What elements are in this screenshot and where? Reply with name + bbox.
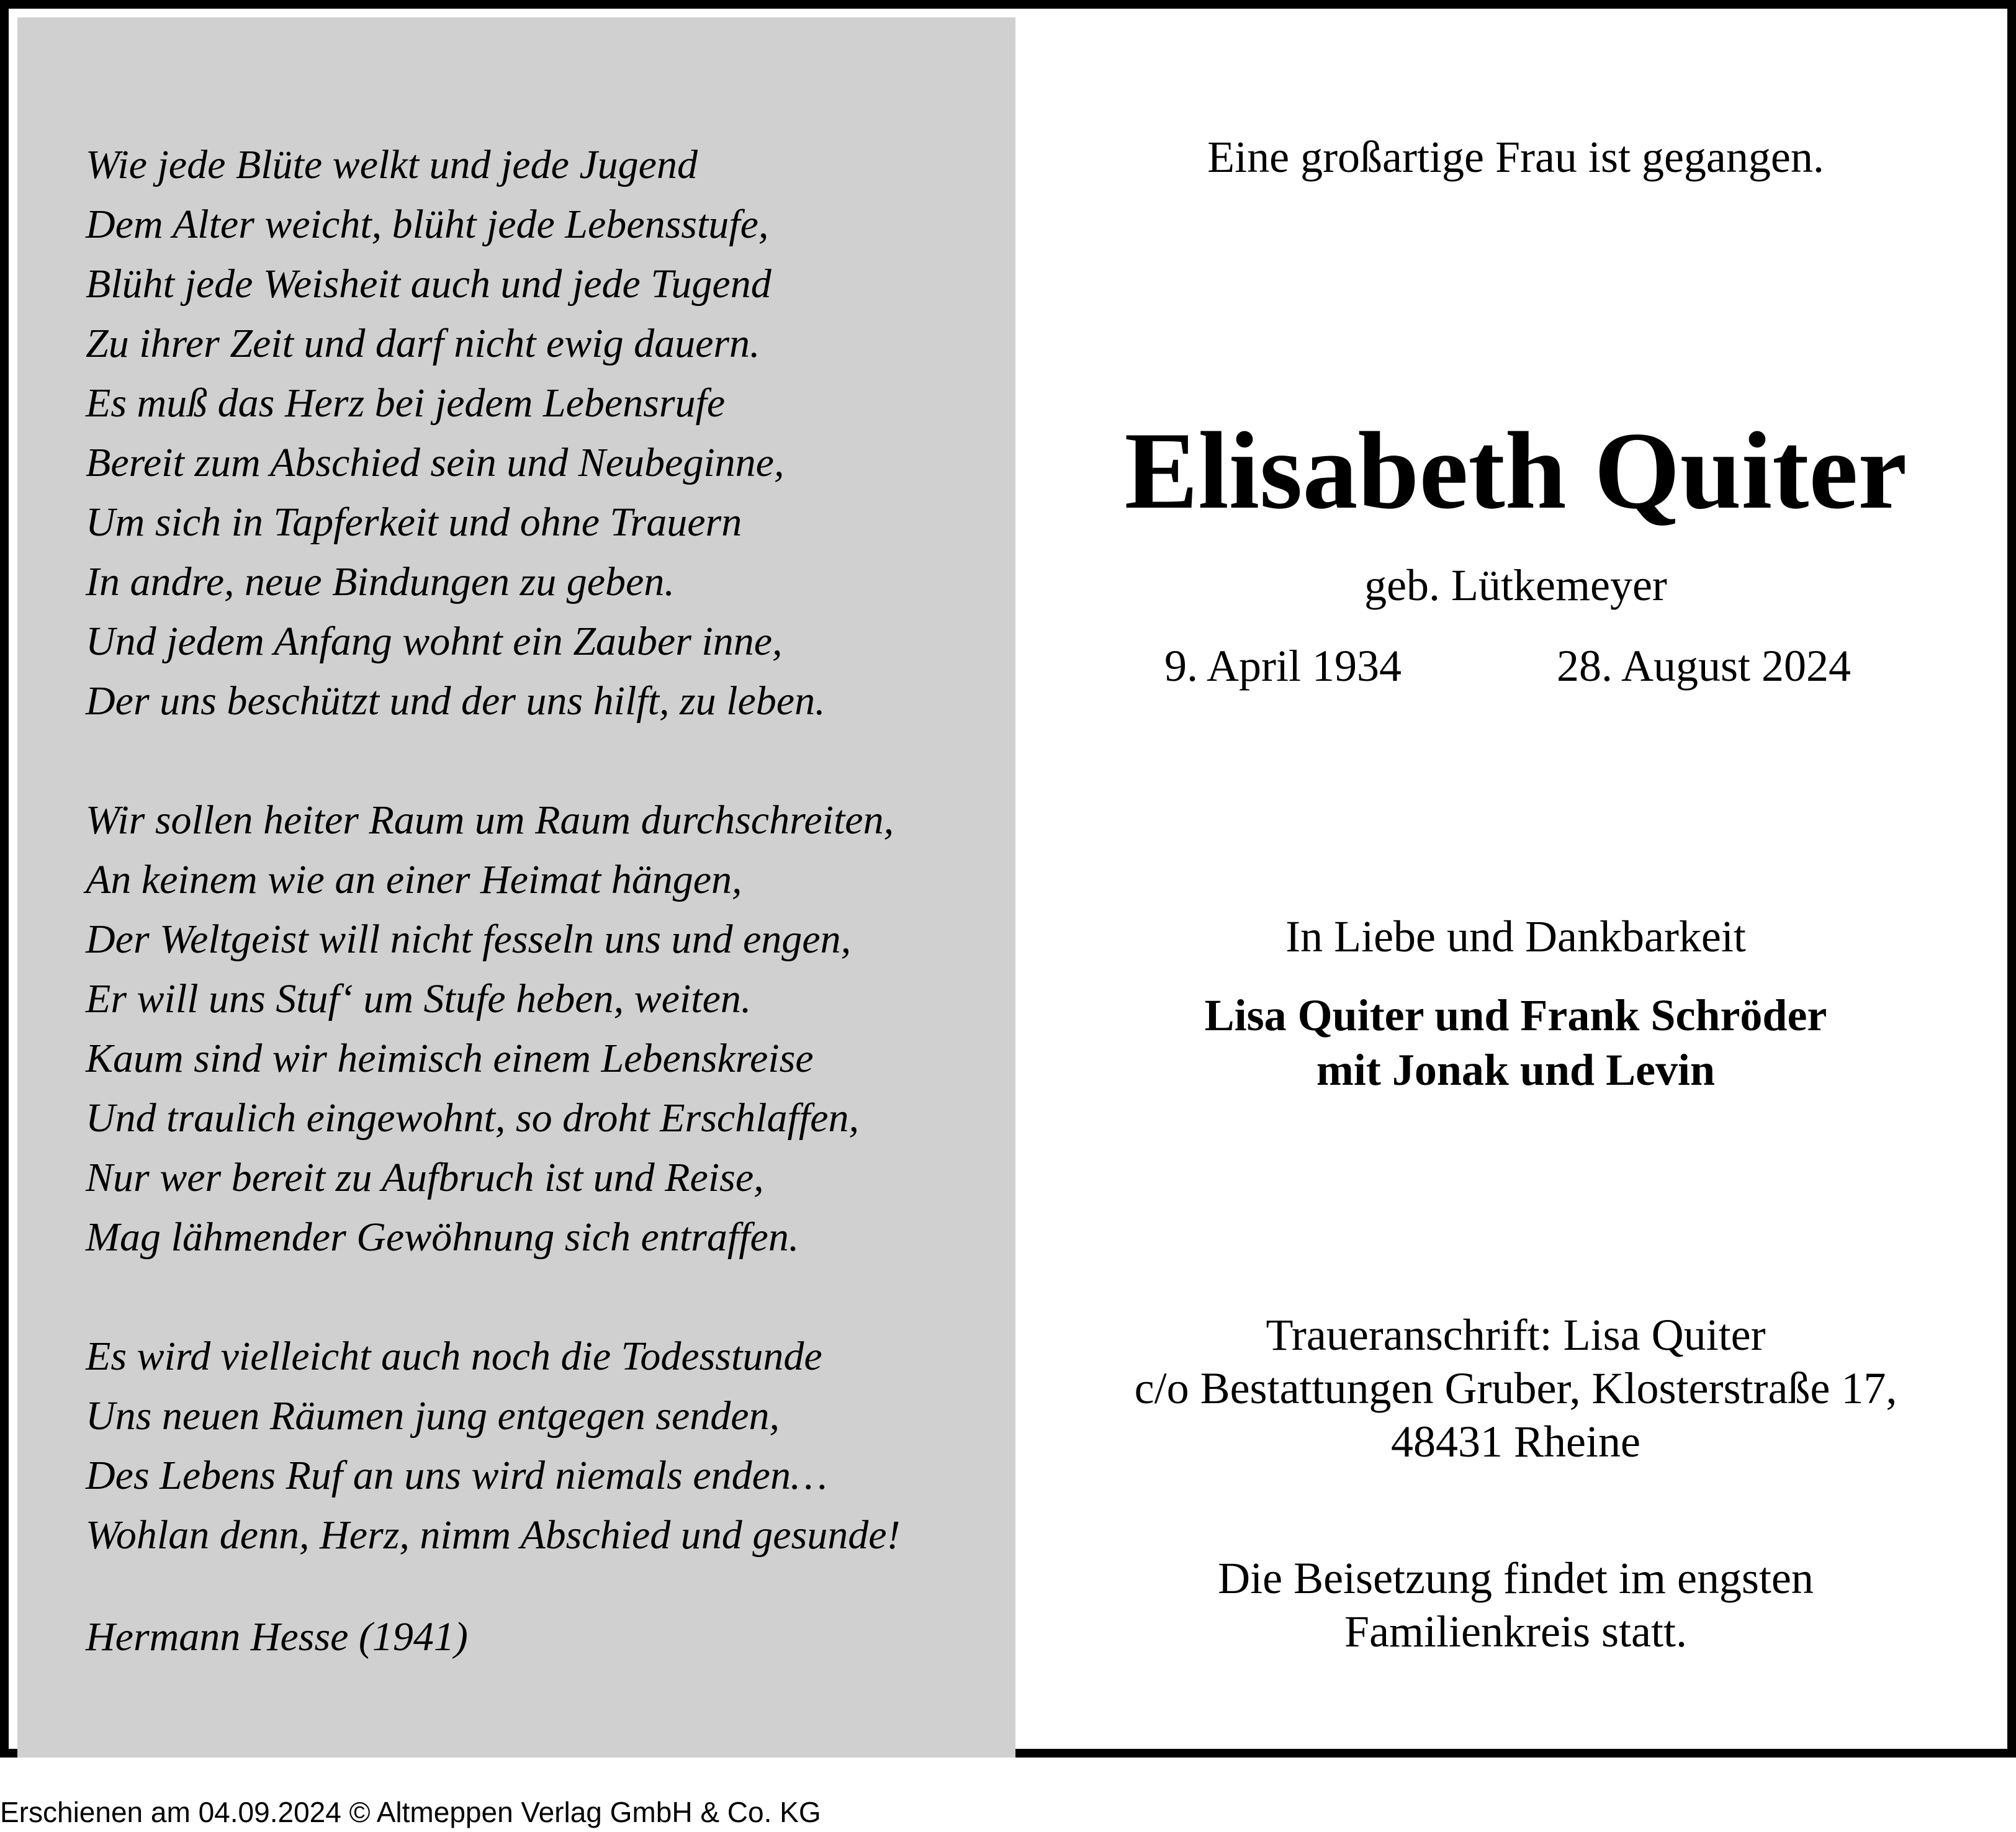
poem-author: Hermann Hesse (1941) [86,1614,468,1659]
funeral-line: Die Beisetzung findet im engsten [1218,1553,1814,1603]
poem-line: Zu ihrer Zeit und darf nicht ewig dauern. [86,321,760,366]
publication-footer: Erschienen am 04.09.2024 © Altmeppen Verlag GmbH & Co. KG [0,1796,821,1828]
poem-line: Wir sollen heiter Raum um Raum durchschreiten, [86,797,894,843]
poem-line: Der Weltgeist will nicht fesseln uns und engen, [86,917,852,962]
poem-line: Nur wer bereit zu Aufbruch ist und Reise, [86,1155,764,1200]
poem-line: Blüht jede Weisheit auch und jede Tugend [86,261,772,307]
birth-date: 9. April 1934 [1164,641,1402,691]
poem-line: Kaum sind wir heimisch einem Lebenskreise [86,1036,814,1081]
mourning-address [1015,1308,2016,1468]
poem-stanza-1 [86,135,901,731]
love-line: In Liebe und Dankbarkeit [1285,912,1746,961]
poem-line: Wohlan denn, Herz, nimm Abschied und gesunde! [86,1512,901,1558]
mourners [1015,988,2016,1097]
mourners-line: Lisa Quiter und Frank Schröder [1204,990,1827,1040]
poem-line: Bereit zum Abschied sein und Neubeginne, [86,440,785,485]
deceased-name: Elisabeth Quiter [1124,409,1907,532]
poem-line: Des Lebens Ruf an uns wird niemals enden… [86,1453,827,1498]
death-date: 28. August 2024 [1557,641,1852,691]
poem-line: Mag lähmender Gewöhnung sich entraffen. [86,1215,799,1260]
poem-line: Und traulich eingewohnt, so droht Erschlaffen, [86,1095,859,1141]
poem-line: Dem Alter weicht, blüht jede Lebensstufe, [86,202,769,247]
notice-panel [1015,17,2016,1758]
poem-line: Es muß das Herz bei jedem Lebensrufe [86,380,726,426]
poem-stanza-2 [86,791,901,1267]
address-line: 48431 Rheine [1391,1417,1640,1466]
poem [86,135,901,1565]
maiden-name: geb. Lütkemeyer [1364,560,1667,610]
tagline: Eine großartige Frau ist gegangen. [1207,132,1824,182]
poem-line: Wie jede Blüte welkt und jede Jugend [86,142,698,187]
address-line: Traueranschrift: Lisa Quiter [1266,1310,1766,1360]
funeral-line: Familienkreis statt. [1344,1607,1687,1656]
poem-stanza-3 [86,1327,901,1565]
poem-line: In andre, neue Bindungen zu geben. [86,559,675,604]
poem-line: Und jedem Anfang wohnt ein Zauber inne, [86,619,783,664]
poem-panel [17,17,1015,1758]
address-line: c/o Bestattungen Gruber, Klosterstraße 17, [1134,1363,1897,1413]
poem-line: Es wird vielleicht auch noch die Todesstunde [86,1334,822,1379]
poem-line: Er will uns Stuf‘ um Stufe heben, weiten. [86,976,752,1022]
poem-line: An keinem wie an einer Heimat hängen, [86,857,742,902]
funeral-note [1015,1551,2016,1658]
poem-line: Der uns beschützt und der uns hilft, zu leben. [86,678,826,724]
poem-line: Uns neuen Räumen jung entgegen senden, [86,1393,780,1439]
poem-line: Um sich in Tapferkeit und ohne Trauern [86,500,742,545]
mourners-line: mit Jonak und Levin [1316,1045,1716,1095]
